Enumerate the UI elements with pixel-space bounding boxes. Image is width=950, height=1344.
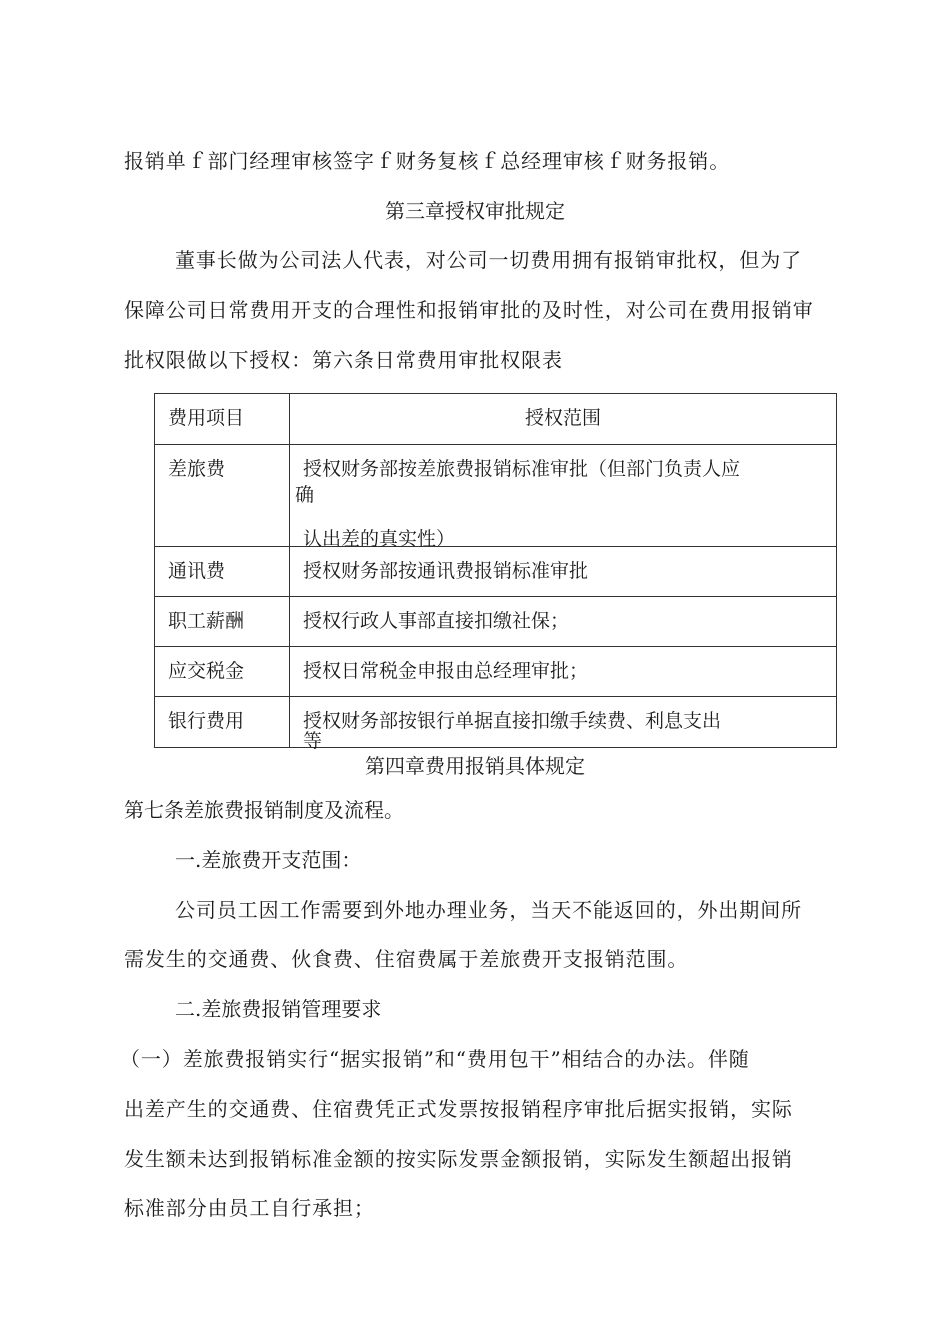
table-cell-category: 通讯费 xyxy=(155,547,290,597)
table-header-cell: 费用项目 xyxy=(155,394,290,445)
table-cell-scope: 授权日常税金申报由总经理审批； xyxy=(290,647,837,697)
scope-text: 确 xyxy=(295,484,315,506)
table-cell-scope: 授权行政人事部直接扣缴社保； xyxy=(290,597,837,647)
section-1-heading: 一.差旅费开支范围： xyxy=(175,848,362,872)
paragraph-line: （一）差旅费报销实行“据实报销”和“费用包干”相结合的办法。伴随 xyxy=(120,1047,750,1071)
table-cell-category: 差旅费 xyxy=(155,445,290,547)
table-row xyxy=(155,445,837,547)
table-cell-category: 银行费用 xyxy=(155,697,290,748)
article-7-heading: 第七条差旅费报销制度及流程。 xyxy=(124,798,404,822)
paragraph-line: 公司员工因工作需要到外地办理业务，当天不能返回的，外出期间所 xyxy=(175,898,802,922)
paragraph-line: 批权限做以下授权：第六条日常费用审批权限表 xyxy=(124,348,563,372)
table-cell-category: 应交税金 xyxy=(155,647,290,697)
scope-text: 授权财务部按差旅费报销标准审批（但部门负责人应 xyxy=(303,458,741,480)
scope-text: 授权财务部按银行单据直接扣缴手续费、利息支出 xyxy=(303,710,722,732)
table-row xyxy=(155,597,837,647)
table-cell-scope: 授权财务部按通讯费报销标准审批 xyxy=(290,547,837,597)
approval-flow-text: 报销单ｆ部门经理审核签字ｆ财务复核ｆ总经理审核ｆ财务报销。 xyxy=(124,149,731,173)
paragraph-line: 出差产生的交通费、住宿费凭正式发票按报销程序审批后据实报销，实际 xyxy=(124,1097,793,1121)
table-row xyxy=(155,647,837,697)
table-cell-category: 职工薪酬 xyxy=(155,597,290,647)
table-cell-scope xyxy=(290,697,837,752)
paragraph-line: 发生额未达到报销标准金额的按实际发票金额报销，实际发生额超出报销 xyxy=(124,1147,793,1171)
table-cell-scope xyxy=(290,445,837,550)
chapter-3-heading: 第三章授权审批规定 xyxy=(385,199,565,223)
paragraph-line: 董事长做为公司法人代表，对公司一切费用拥有报销审批权，但为了 xyxy=(175,248,802,272)
scope-text: 认出差的真实性） xyxy=(303,528,456,550)
table-header-cell: 授权范围 xyxy=(290,394,837,445)
paragraph-line: 标准部分由员工自行承担； xyxy=(124,1196,375,1220)
scope-text: 等 xyxy=(303,730,323,752)
table-row xyxy=(155,697,837,748)
paragraph-line: 需发生的交通费、伙食费、住宿费属于差旅费开支报销范围。 xyxy=(124,947,689,971)
authorization-table xyxy=(154,393,837,752)
table-row xyxy=(155,547,837,597)
table-header-row xyxy=(155,394,837,445)
section-2-heading: 二.差旅费报销管理要求 xyxy=(175,997,382,1021)
paragraph-line: 保障公司日常费用开支的合理性和报销审批的及时性，对公司在费用报销审 xyxy=(124,298,814,322)
chapter-4-heading: 第四章费用报销具体规定 xyxy=(365,754,585,778)
